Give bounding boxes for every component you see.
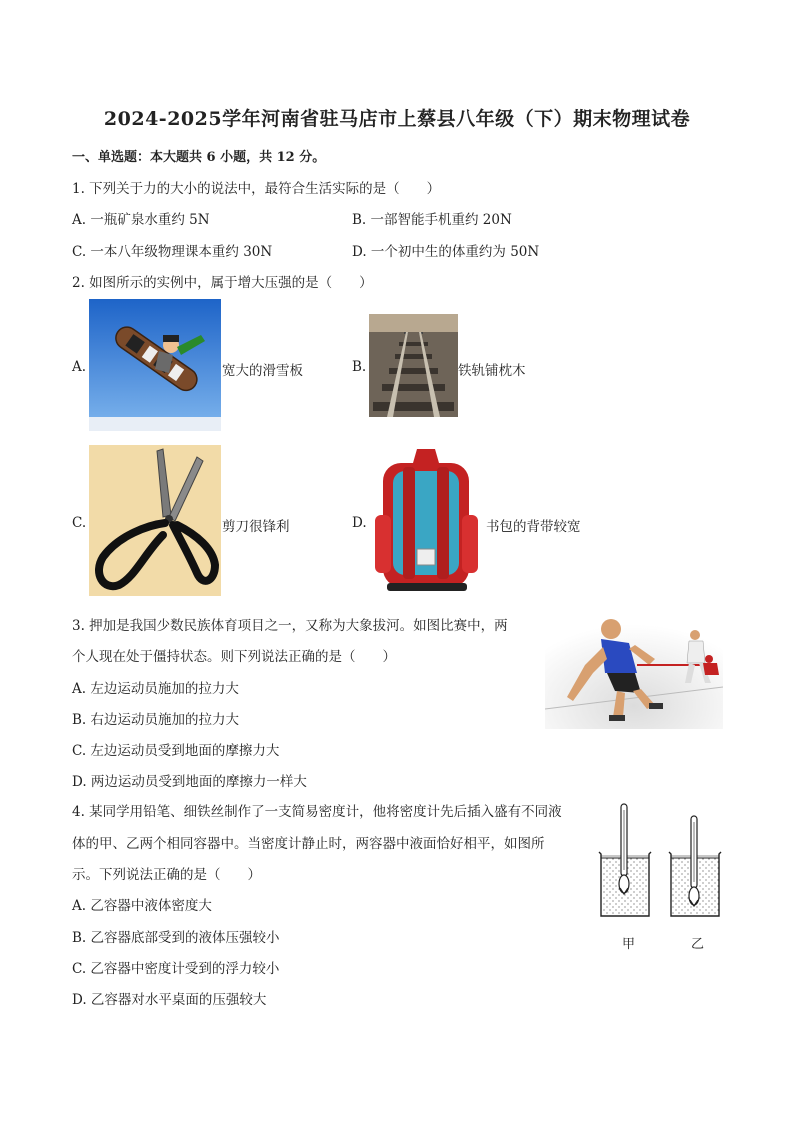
scissors-image: [89, 445, 221, 596]
question-1-option-c: C. 一本八年级物理课本重约 30N: [72, 244, 273, 260]
question-4-option-c: C. 乙容器中密度计受到的浮力较小: [72, 961, 280, 977]
question-4-option-b: B. 乙容器底部受到的液体压强较小: [72, 930, 280, 946]
question-4-option-a: A. 乙容器中液体密度大: [72, 898, 212, 914]
section-heading: 一、单选题：本大题共 6 小题，共 12 分。: [72, 150, 326, 165]
backpack-image: [369, 445, 484, 596]
question-2-option-c-letter: C.: [72, 515, 87, 531]
density-meter-diagram: [596, 800, 730, 920]
question-1-option-d: D. 一个初中生的体重约为 50N: [352, 244, 540, 260]
question-2-stem: 2. 如图所示的实例中，属于增大压强的是（ ）: [72, 275, 373, 291]
page-title: 2024-2025学年河南省驻马店市上蔡县八年级（下）期末物理试卷: [103, 108, 691, 130]
snowboard-image: [89, 299, 221, 431]
railway-sleepers-image: [369, 314, 458, 417]
question-2-option-b-text: 铁轨铺枕木: [458, 363, 526, 379]
question-4-stem-line-3: 示。下列说法正确的是（ ）: [72, 867, 261, 883]
question-4-option-d: D. 乙容器对水平桌面的压强较大: [72, 992, 267, 1008]
question-1-stem: 1. 下列关于力的大小的说法中，最符合生活实际的是（ ）: [72, 181, 441, 197]
question-3-option-b: B. 右边运动员施加的拉力大: [72, 712, 240, 728]
question-3-stem-line-2: 个人现在处于僵持状态。则下列说法正确的是（ ）: [72, 649, 396, 665]
question-3-option-d: D. 两边运动员受到地面的摩擦力一样大: [72, 774, 307, 790]
question-2-option-b-letter: B.: [352, 359, 367, 375]
beaker-label-yi: 乙: [691, 937, 705, 952]
beaker-label-jia: 甲: [622, 937, 636, 952]
question-4-stem-line-1: 4. 某同学用铅笔、细铁丝制作了一支简易密度计，他将密度计先后插入盛有不同液: [72, 804, 562, 820]
tug-of-war-image: [545, 613, 723, 729]
question-2-option-a-letter: A.: [72, 359, 87, 375]
question-2-option-a-text: 宽大的滑雪板: [222, 363, 303, 379]
question-2-option-d-text: 书包的背带较宽: [486, 519, 581, 535]
question-3-stem-line-1: 3. 押加是我国少数民族体育项目之一，又称为大象拔河。如图比赛中，两: [72, 618, 508, 634]
question-1-option-b: B. 一部智能手机重约 20N: [352, 212, 512, 228]
question-2-option-d-letter: D.: [352, 515, 367, 531]
question-3-option-c: C. 左边运动员受到地面的摩擦力大: [72, 743, 280, 759]
question-4-stem-line-2: 体的甲、乙两个相同容器中。当密度计静止时，两容器中液面恰好相平，如图所: [72, 836, 545, 852]
question-1-option-a: A. 一瓶矿泉水重约 5N: [72, 212, 210, 228]
question-3-option-a: A. 左边运动员施加的拉力大: [72, 681, 239, 697]
question-2-option-c-text: 剪刀很锋利: [222, 519, 290, 535]
